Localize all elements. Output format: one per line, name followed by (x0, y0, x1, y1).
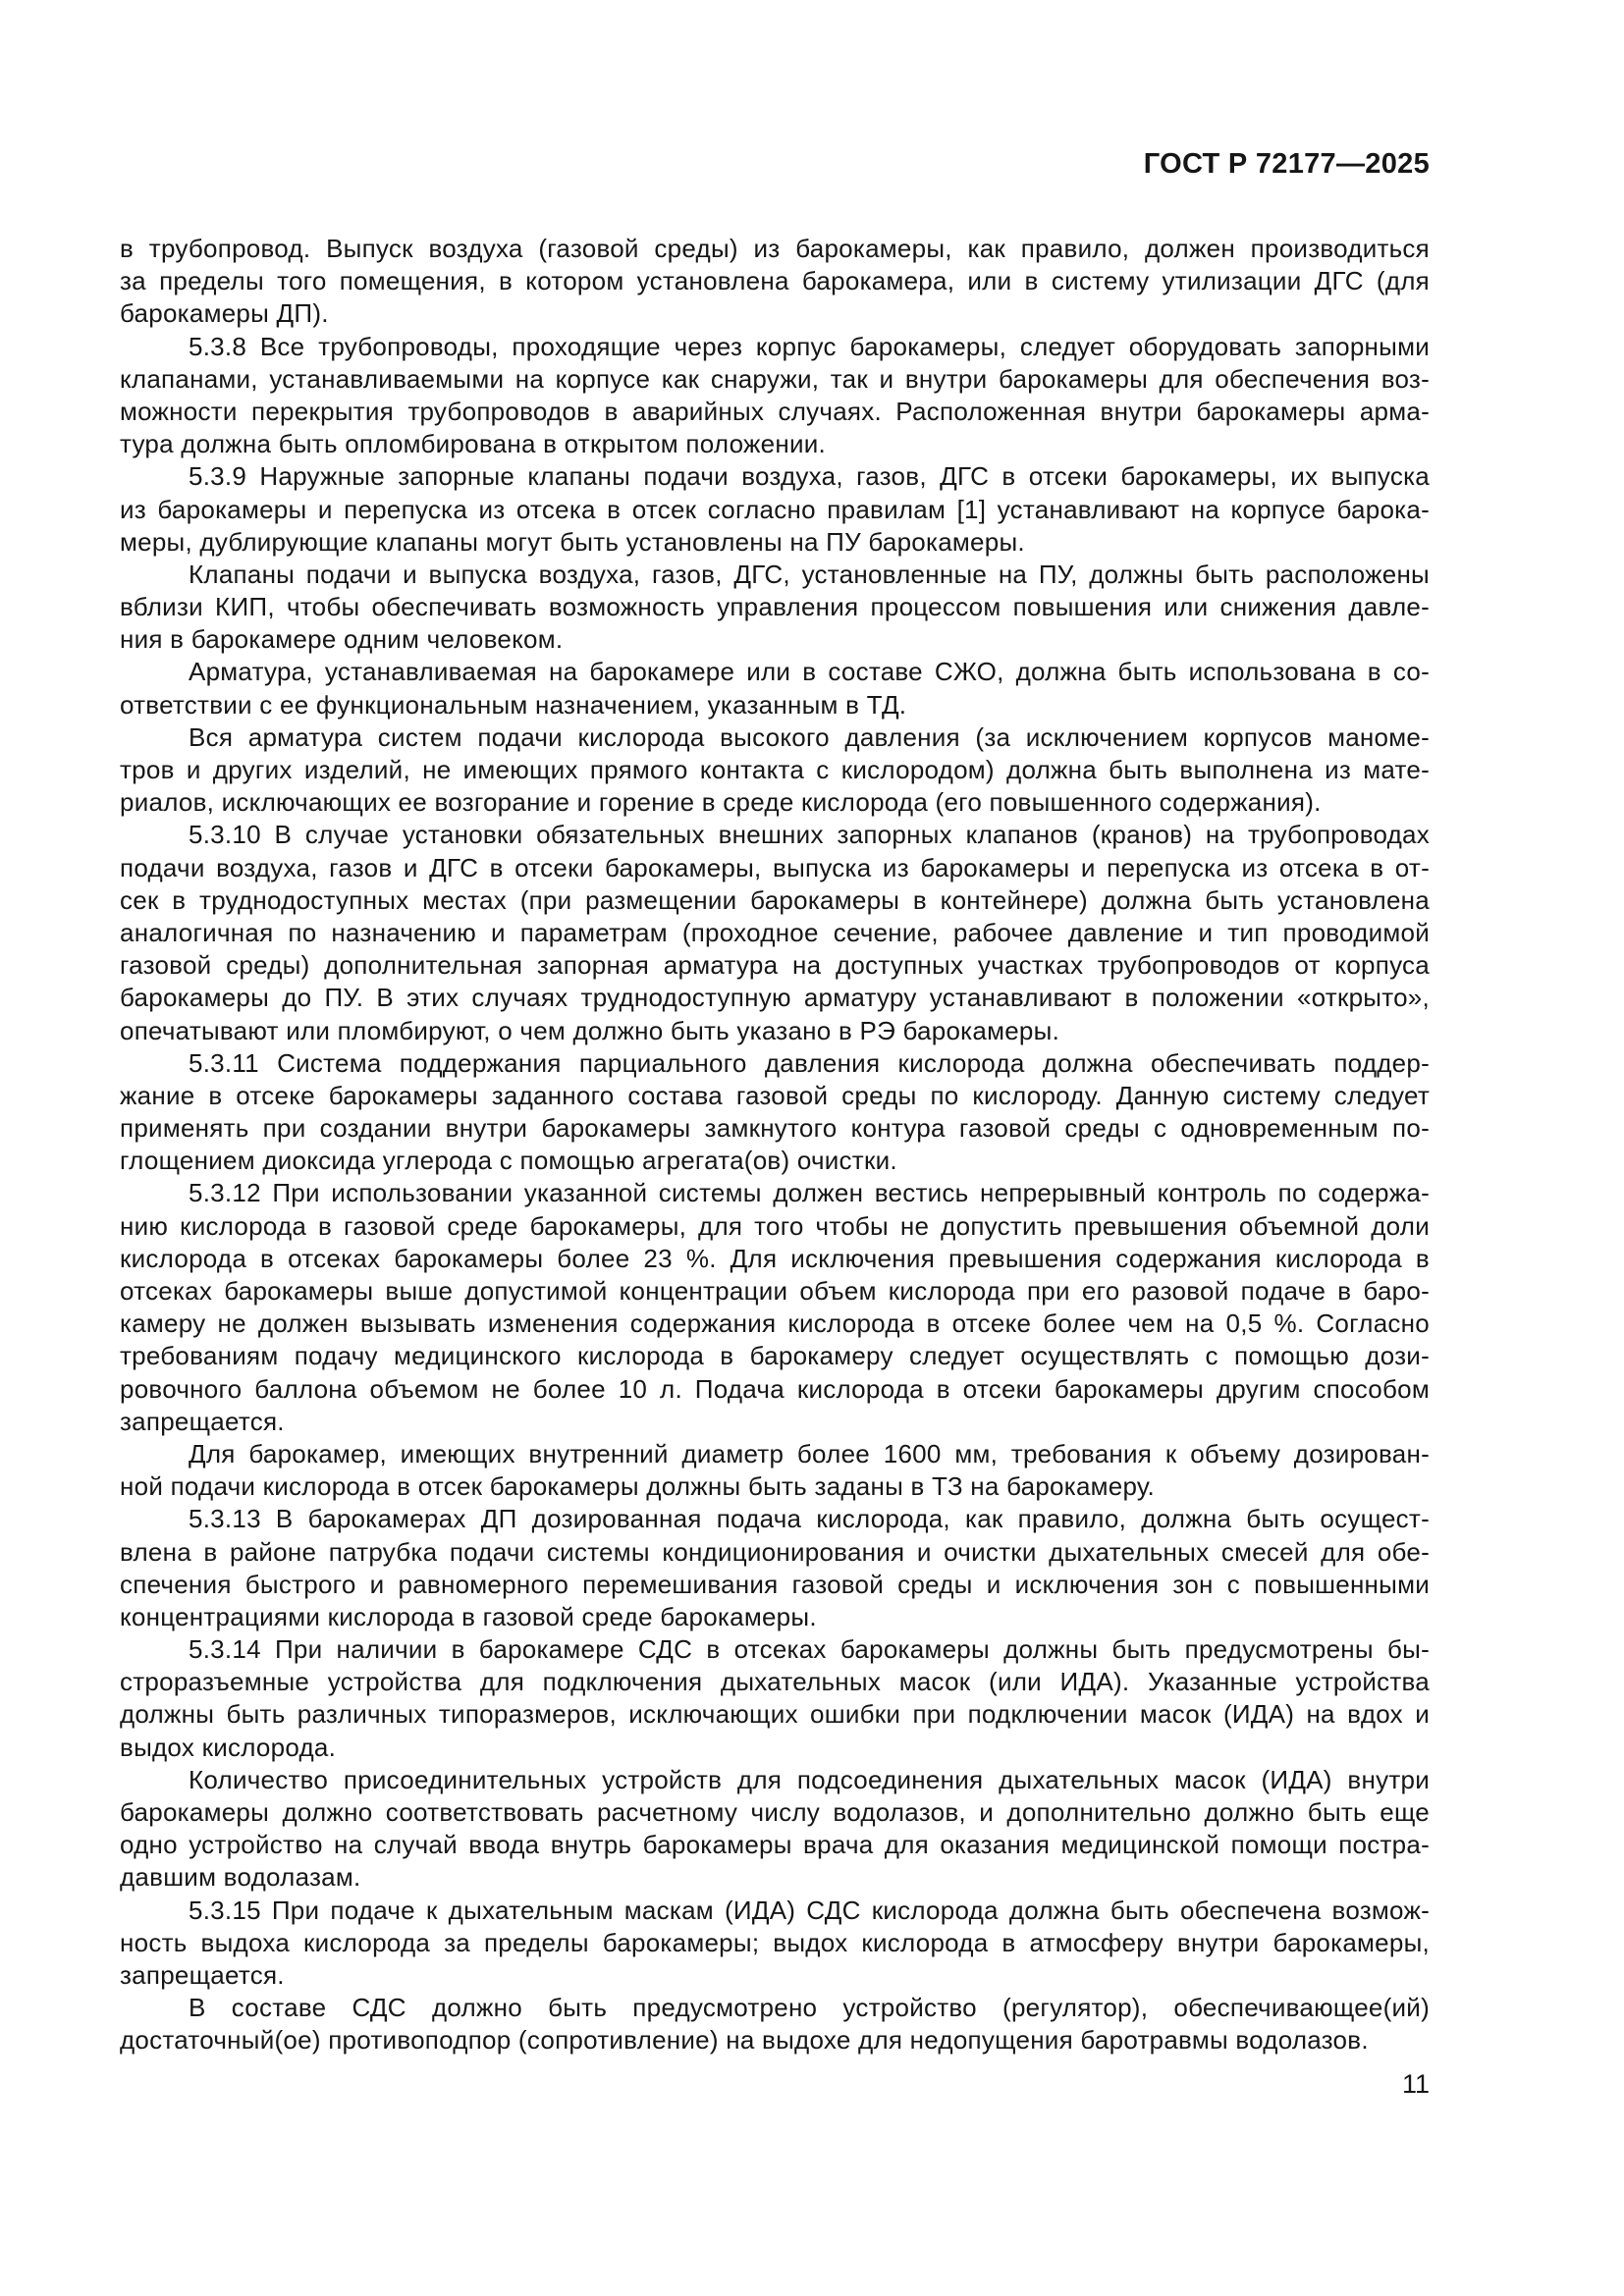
paragraph (120, 721, 1430, 820)
paragraph (120, 1503, 1430, 1633)
text-line: достаточный(ое) противоподпор (сопротивление) на выдохе для недопущения баротравмы водолазов. (120, 2025, 1369, 2056)
text-line: кислорода в отсеках барокамеры более 23 %. Для исключения превышения содержания кислорода в (120, 1243, 1430, 1273)
paragraph (120, 819, 1430, 1046)
paragraph (120, 1177, 1430, 1438)
text-line: запрещается. (120, 1959, 285, 1990)
text-line: газовой среды) дополнительная запорная арматура на доступных участках трубопроводов от корпуса (120, 950, 1430, 981)
text-line: в трубопровод. Выпуск воздуха (газовой среды) из барокамеры, как правило, должен производиться (120, 234, 1430, 263)
text-line: барокамеры ДП). (120, 298, 329, 329)
text-line: глощением диоксида углерода с помощью агрегата(ов) очистки. (120, 1146, 897, 1176)
text-line: ровочного баллона объемом не более 10 л. Подача кислорода в отсеки барокамеры другим способом (120, 1373, 1430, 1404)
text-line: камеру не должен вызывать изменения содержания кислорода в отсеке более чем на 0,5 %. Согласно (120, 1308, 1430, 1339)
text-line: Для барокамер, имеющих внутренний диаметр более 1600 мм, требования к объему дозирован- (189, 1438, 1430, 1468)
paragraph (120, 1895, 1430, 1993)
text-line: подачи воздуха, газов и ДГС в отсеки барокамеры, выпуска из барокамеры и перепуска из отсека в от- (120, 852, 1430, 882)
paragraph (120, 1633, 1430, 1764)
paragraph (120, 233, 1430, 331)
text-line: Клапаны подачи и выпуска воздуха, газов, ДГС, установленные на ПУ, должны быть расположены (189, 559, 1430, 589)
text-line: аналогичная по назначению и параметрам (проходное сечение, рабочее давление и тип проводимой (120, 917, 1430, 947)
text-line: должны быть различных типоразмеров, исключающих ошибки при подключении масок (ИДА) на вдох и (120, 1699, 1430, 1730)
text-line: ной подачи кислорода в отсек барокамеры должны быть заданы в ТЗ на барокамеру. (120, 1471, 1156, 1502)
text-line: 5.3.13 В барокамерах ДП дозированная подача кислорода, как правило, должна быть осущест- (189, 1504, 1430, 1534)
paragraph (120, 1764, 1430, 1895)
text-line: концентрациями кислорода в газовой среде барокамеры. (120, 1601, 817, 1631)
text-line: барокамеры должно соответствовать расчетному числу водолазов, и дополнительно должно быть еще (120, 1797, 1430, 1827)
text-line: 5.3.12 При использовании указанной системы должен вестись непрерывный контроль по содержа- (189, 1178, 1430, 1208)
text-line: Количество присоединительных устройств для подсоединения дыхательных масок (ИДА) внутри (189, 1764, 1430, 1794)
text-line: влена в районе патрубка подачи системы кондиционирования и очистки дыхательных смесей для обе- (120, 1536, 1430, 1567)
text-line: ния в барокамере одним человеком. (120, 624, 564, 655)
text-line: выдох кислорода. (120, 1732, 337, 1762)
text-line: 5.3.10 В случае установки обязательных внешних запорных клапанов (кранов) на трубопроводах (189, 820, 1430, 850)
text-line: одно устройство на случай ввода внутрь барокамеры врача для оказания медицинской помощи постра- (120, 1830, 1430, 1860)
paragraph (120, 331, 1430, 461)
text-line: В составе СДС должно быть предусмотрено устройство (регулятор), обеспечивающее(ий) (189, 1993, 1430, 2023)
paragraph (120, 1047, 1430, 1178)
text-line: из барокамеры и перепуска из отсека в отсек согласно правилам [1] устанавливают на корпусе барока- (120, 494, 1430, 524)
text-line: вблизи КИП, чтобы обеспечивать возможность управления процессом повышения или снижения давле- (120, 592, 1430, 622)
text-line: 5.3.9 Наружные запорные клапаны подачи воздуха, газов, ДГС в отсеки барокамеры, их выпуска (189, 461, 1430, 492)
text-line: ность выдоха кислорода за пределы барокамеры; выдох кислорода в атмосферу внутри барокамеры, (120, 1927, 1430, 1957)
text-line: 5.3.8 Все трубопроводы, проходящие через корпус барокамеры, следует оборудовать запорными (189, 331, 1430, 361)
text-line: требованиям подачу медицинского кислорода в барокамеру следует осуществлять с помощью дози- (120, 1341, 1430, 1371)
document-code-header: ГОСТ Р 72177—2025 (1143, 148, 1430, 180)
text-line: ответствии с ее функциональным назначением, указанным в ТД. (120, 689, 907, 720)
text-line: жание в отсеке барокамеры заданного состава газовой среды по кислороду. Данную систему следует (120, 1080, 1430, 1110)
text-line: меры, дублирующие клапаны могут быть установлены на ПУ барокамеры. (120, 526, 1025, 557)
paragraph (120, 656, 1430, 721)
paragraph (120, 460, 1430, 559)
text-line: Арматура, устанавливаемая на барокамере или в составе СЖО, должна быть использована в со- (189, 657, 1430, 687)
text-line: за пределы того помещения, в котором установлена барокамера, или в систему утилизации ДГС (для (120, 266, 1430, 296)
text-line: спечения быстрого и равномерного перемешивания газовой среды и исключения зон с повышенными (120, 1569, 1430, 1599)
text-line: сек в труднодоступных местах (при размещении барокамеры в контейнере) должна быть установлена (120, 884, 1430, 915)
text-line: барокамеры до ПУ. В этих случаях труднодоступную арматуру устанавливают в положении «открыто», (120, 983, 1430, 1013)
text-line: 5.3.11 Система поддержания парциального давления кислорода должна обеспечивать поддер- (189, 1047, 1430, 1078)
text-line: нию кислорода в газовой среде барокамеры, для того чтобы не допустить превышения объемной доли (120, 1210, 1430, 1241)
text-line: клапанами, устанавливаемыми на корпусе как снаружи, так и внутри барокамеры для обеспечения воз- (120, 363, 1430, 394)
text-line: Вся арматура систем подачи кислорода высокого давления (за исключением корпусов маноме- (189, 721, 1430, 752)
text-line: отсеках барокамеры выше допустимой концентрации объем кислорода при его разовой подаче в баро- (120, 1276, 1430, 1306)
text-line: тров и других изделий, не имеющих прямого контакта с кислородом) должна быть выполнена из мате- (120, 755, 1430, 784)
text-line: риалов, исключающих ее возгорание и горение в среде кислорода (его повышенного содержания). (120, 787, 1322, 818)
text-line: опечатывают или пломбируют, о чем должно быть указано в РЭ барокамеры. (120, 1015, 1060, 1045)
text-line: 5.3.14 При наличии в барокамере СДС в отсеках барокамеры должны быть предусмотрены бы- (189, 1634, 1430, 1665)
text-line: запрещается. (120, 1406, 285, 1436)
text-line: можности перекрытия трубопроводов в аварийных случаях. Расположенная внутри барокамеры арма- (120, 396, 1430, 426)
paragraph (120, 1992, 1430, 2056)
document-body (120, 233, 1430, 2057)
text-line: 5.3.15 При подаче к дыхательным маскам (ИДА) СДС кислорода должна быть обеспечена возмож- (189, 1895, 1430, 1925)
text-line: строразъемные устройства для подключения дыхательных масок (или ИДА). Указанные устройства (120, 1667, 1430, 1697)
text-line: давшим водолазам. (120, 1862, 361, 1893)
paragraph (120, 559, 1430, 657)
page-number: 11 (1401, 2069, 1430, 2099)
text-line: применять при создании внутри барокамеры замкнутого контура газовой среды с одновременным по- (120, 1113, 1430, 1144)
paragraph (120, 1438, 1430, 1503)
text-line: тура должна быть опломбирована в открытом положении. (120, 429, 826, 459)
